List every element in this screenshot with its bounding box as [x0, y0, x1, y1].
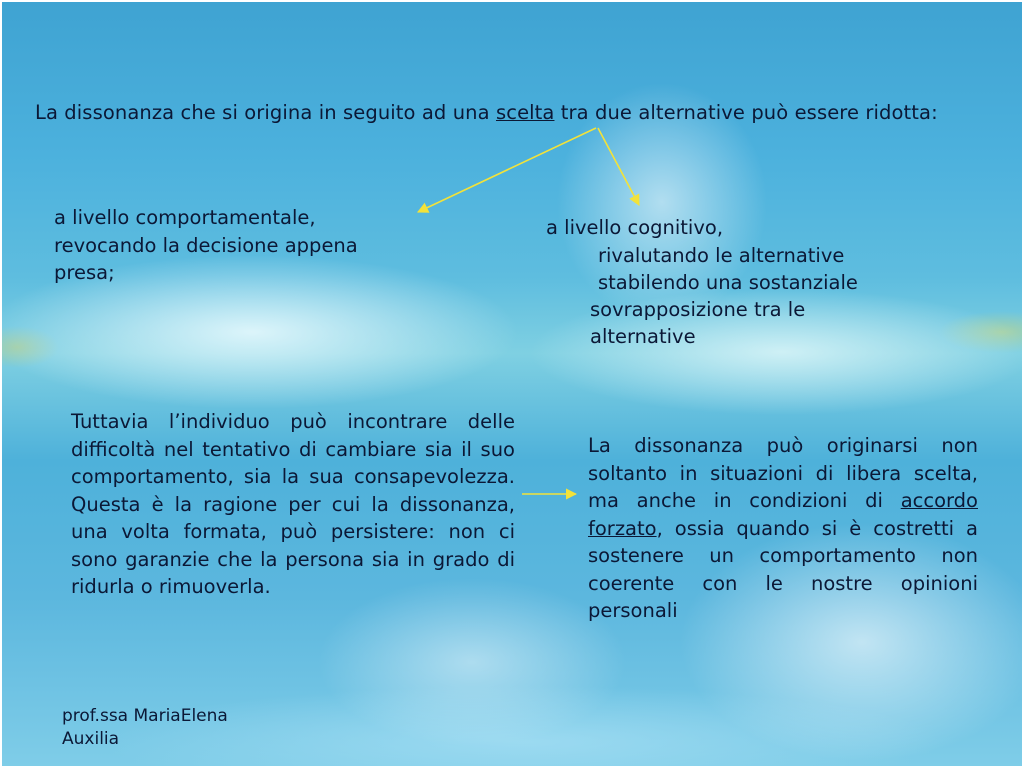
footer-line-2: Auxilia [62, 729, 120, 749]
footer-line-1: prof.ssa MariaElena [62, 706, 228, 726]
arrows-layer [2, 2, 1022, 766]
behavioral-option: a livello comportamentale, revocando la decisione appena presa; [54, 206, 358, 284]
right-paragraph-before: La dissonanza può originarsi non soltanto in situazioni di libera scelta, ma anche in condizioni di [588, 434, 978, 512]
title-text-after: tra due alternative può essere ridotta: [554, 101, 938, 124]
cognitive-option-line: alternative [590, 325, 696, 348]
left-paragraph: Tuttavia l’individuo può incontrare delle difficoltà nel tentativo di cambiare sia il suo comportamento, sia la sua consapevolezza. Questa è la ragione per cui la dissonanza, una volta formata, può persistere: non ci sono garanzie che la persona sia in grado di ridurla o rimuoverla. [71, 410, 515, 598]
cognitive-option-line: rivalutando le alternative [598, 244, 845, 267]
right-paragraph-underlined: accordo forzato [588, 489, 978, 540]
arrow-to-cognitive [598, 128, 639, 205]
slide [2, 2, 1022, 766]
title-text-before: La dissonanza che si origina in seguito ad una [35, 101, 496, 124]
title-underlined-word: scelta [495, 101, 555, 124]
right-paragraph-after: , ossia quando si è costretti a sostenere un comportamento non coerente con le nostre opinioni personali [588, 516, 978, 622]
footer-author [62, 705, 322, 751]
right-paragraph [588, 432, 978, 625]
arrow-to-behavioral [418, 128, 596, 212]
cognitive-option-label: a livello cognitivo, [546, 216, 724, 239]
cognitive-option-line: sovrapposizione tra le [590, 298, 806, 321]
cognitive-option-line: stabilendo una sostanziale [598, 271, 858, 294]
